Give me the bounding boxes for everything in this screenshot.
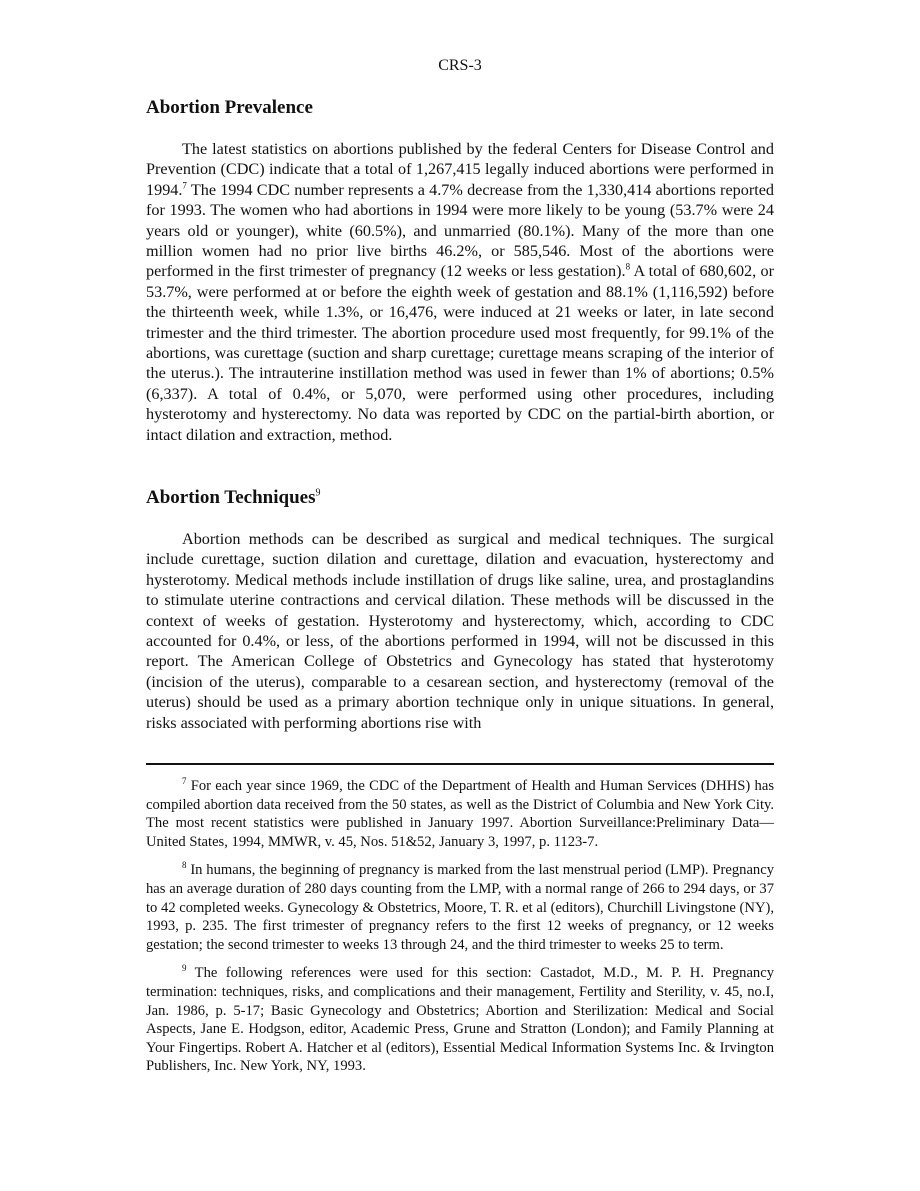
footnote-9 bbox=[146, 964, 774, 1076]
footnote-number: 7 bbox=[182, 776, 187, 787]
section-title: Abortion Techniques bbox=[146, 487, 316, 508]
footnote-text: The following references were used for this section: Castadot, M.D., M. P. H. Pregnancy termination: techniques, risks, and complications and their management, Fertility and Sterility, v. 45, no.I, Jan. 1986, p. 5-17; Basic Gynecology and Obstetrics; Abortion and Sterilization: Medical and Social Aspects, Jane E. Hodgson, editor, Academic Press, Grune and Stratton (London); and Family Planning at Your Fingertips. Robert A. Hatcher et al (editors), Essential Medical Information Systems Inc. & Irvington Publishers, Inc. New York, NY, 1993. bbox=[146, 965, 774, 1075]
footnote-text: In humans, the beginning of pregnancy is marked from the last menstrual period (LMP). Pregnancy has an average duration of 280 days counting from the LMP, with a normal range of 266 to 294 days, or 37 to 42 completed weeks. Gynecology & Obstetrics, Moore, T. R. et al (editors), Churchill Livingstone (NY), 1993, p. 235. The first trimester of pregnancy refers to the first 12 weeks of pregnancy, or 12 weeks gestation; the second trimester to weeks 13 through 24, and the third trimester to weeks 25 to term. bbox=[146, 862, 774, 953]
footnote-ref-9[interactable]: 9 bbox=[315, 487, 321, 499]
abortion-techniques-paragraph: Abortion methods can be described as surgical and medical techniques. The surgical include curettage, suction dilation and curettage, dilation and evacuation, hysterectomy and hysterotomy. Medical methods include instillation of drugs like saline, urea, and prostaglandins to stimulate uterine contractions and cervical dilation. These methods will be discussed in the context of weeks of gestation. Hysterotomy and hysterectomy, which, according to CDC accounted for 0.4%, or less, of the abortions performed in 1994, will not be discussed in this report. The American College of Obstetrics and Gynecology has stated that hysterotomy (incision of the uterus), comparable to a cesarean section, and hysterectomy (removal of the uterus) should be used as a primary abortion technique only in unique situations. In general, risks associated with performing abortions rise with bbox=[146, 530, 774, 732]
section-heading-abortion-prevalence: Abortion Prevalence bbox=[146, 97, 313, 118]
section-heading-abortion-techniques bbox=[146, 486, 774, 510]
paragraph-text: The latest statistics on abortions published by the federal Centers for Disease Control and Prevention (CDC) indicate that a total of 1,267,415 legally induced abortions were performed in 1994. bbox=[146, 140, 774, 199]
footnote-separator bbox=[146, 763, 774, 765]
abortion-prevalence-paragraph bbox=[146, 139, 774, 445]
footnote-number: 8 bbox=[182, 860, 187, 871]
footnote-ref-7[interactable]: 7 bbox=[182, 180, 187, 191]
footnote-text: For each year since 1969, the CDC of the Department of Health and Human Services (DHHS) has compiled abortion data received from the 50 states, as well as the District of Columbia and New York City. The most recent statistics were published in January 1997. Abortion Surveillance:Preliminary Data—United States, 1994, MMWR, v. 45, Nos. 51&52, January 3, 1997, p. 1123-7. bbox=[146, 778, 774, 850]
footnotes bbox=[146, 777, 774, 1086]
footnote-7 bbox=[146, 777, 774, 851]
footnote-ref-8[interactable]: 8 bbox=[625, 262, 631, 273]
footnote-number: 9 bbox=[182, 963, 187, 974]
paragraph-text: The 1994 CDC number represents a 4.7% decrease from the 1,330,414 abortions reported for 1993. The women who had abortions in 1994 were more likely to be young (53.7% were 24 years old or younger), white (60.5%), and unmarried (80.1%). Many of the more than one million women had no prior live births 46.2%, or 585,546. Most of the abortions were performed in the first trimester of pregnancy (12 weeks or less gestation). bbox=[146, 180, 774, 281]
page-number-header: CRS-3 bbox=[438, 57, 482, 74]
footnote-8 bbox=[146, 861, 774, 954]
paragraph-text: A total of 680,602, or 53.7%, were performed at or before the eighth week of gestation and 88.1% (1,116,592) before the thirteenth week, while 1.3%, or 16,476, were induced at 21 weeks or later, in late second trimester and the third trimester. The abortion procedure used most frequently, for 99.1% of the abortions, was curettage (suction and sharp curettage; curettage means scraping of the interior of the uterus.). The intrauterine instillation method was used in fewer than 1% of abortions; 0.5% (6,337). A total of 0.4%, or 5,070, were performed using other procedures, including hysterotomy and hysterectomy. No data was reported by CDC on the partial-birth abortion, or intact dilation and extraction, method. bbox=[146, 262, 774, 444]
